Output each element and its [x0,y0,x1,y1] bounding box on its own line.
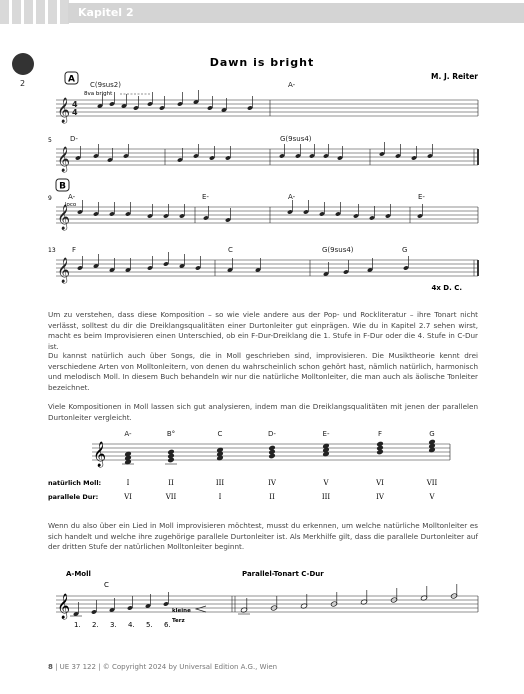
measure-number: 5 [48,137,52,144]
triad-chord-labels [124,430,434,438]
svg-text:4: 4 [72,100,78,109]
chord-symbol: A- [68,193,76,201]
page-number: 8 [48,663,53,671]
paragraph: Du kannst natürlich auch über Songs, die in Moll geschrieben sind, improvisieren. Die Musiktheorie kennt drei verschiedene Arten von Molltonleitern, von denen du wahrscheinlich schon gehört hast, nämlich natürlich, harmonisch und melodisch Moll. In diesem Buch behandeln wir nur die natürliche Molltonleiter, die man auch als äolische Tonleiter bezeichnet. [48,351,478,392]
roman-numeral: VII [426,479,438,487]
chord-note [167,449,175,455]
triad-chord-label: C [217,430,223,438]
chord-symbol: G [402,246,408,254]
chord-symbol: A- [288,193,296,201]
interval-label: kleine [172,608,191,614]
chord-note [376,441,384,447]
chord-symbol: E- [418,193,425,201]
roman-numeral: III [321,493,331,501]
triad-chord-label: E- [322,430,330,438]
scale-degree: 2. [92,621,99,629]
scale-degree: 6. [164,621,171,629]
melody-notes [75,90,433,277]
chord-symbol: C(9sus2) [90,81,121,89]
roman-numeral: VI [124,493,132,501]
loco-marking: loco [65,202,77,208]
scale-degree: 3. [110,621,117,629]
chord-note [268,445,276,451]
triad-chord-label: F [377,430,383,438]
staff-4 [56,260,478,276]
section-a-label: A [68,74,75,85]
roman-numerals [123,479,437,501]
roman-numeral: II [269,493,275,501]
chord-symbol: C [228,246,233,254]
paragraph: Viele Kompositionen in Moll lassen sich gut analysieren, indem man die Dreiklangsqualitäten mit jenen der parallelen Durtonleiter vergleicht. [48,402,478,422]
scale-staff [56,596,478,612]
triad-chord-label: D- [268,430,276,438]
roman-numeral: I [126,479,130,487]
staff-1 [56,100,478,116]
svg-text:4: 4 [72,108,78,117]
chapter-number: 2 [125,6,134,19]
section-b-label: B [59,181,66,192]
triad-chord-label: A- [124,430,132,438]
roman-numeral: V [429,493,435,501]
scale-right-label: Parallel-Tonart C-Dur [242,570,324,578]
treble-clef-icon: 𝄞 [57,258,71,283]
roman-numeral: III [215,479,225,487]
roman-numeral: IV [376,493,384,501]
measure-number: 9 [48,195,52,202]
chord-symbol: D- [70,135,78,143]
treble-clef-icon: 𝄞 [93,442,107,467]
scale-degrees [74,621,171,629]
treble-clef-icon: 𝄞 [57,594,71,619]
natural-minor-label: natürlich Moll: [48,479,102,487]
page-footer [48,663,277,671]
chord-symbol: F [72,246,77,254]
chord-symbol: G(9sus4) [322,246,354,254]
staff-3 [56,207,478,223]
roman-numeral: V [323,479,329,487]
chord-symbol: C [104,581,109,589]
roman-numeral: I [218,493,222,501]
roman-numeral: VI [376,479,384,487]
treble-clef-icon: 𝄞 [57,147,71,172]
paragraph: Um zu verstehen, dass diese Komposition – so wie viele andere aus der Pop- und Rockliteratur – ihre Tonart nicht verlässt, solltest du dir die Dreiklangsqualitäten einer Durtonleiter gut einprägen. Wie du in Kapitel 2.7 sehen wirst, macht es beim Improvisieren einen Unterschied, ob ein F-Dur-Dreiklang die 1. Stufe in F-Dur oder die 4. Stufe in C-Dur ist. [48,310,478,351]
footer-text: | UE 37 122 | © Copyright 2024 by Universal Edition A.G., Wien [52,663,278,671]
roman-numeral: IV [268,479,276,487]
parallel-major-label: parallele Dur: [48,493,99,501]
roman-numeral: VII [165,493,177,501]
scale-degree: 5. [146,621,153,629]
time-signature [72,100,78,117]
paragraph: Wenn du also über ein Lied in Moll improvisieren möchtest, musst du erkennen, um welche natürliche Molltonleiter es sich handelt und welche ihre zugehörige parallele Durtonleiter ist. Als Merkhilfe gilt, dass die parallele Durtonleiter auf der dritten Stufe der natürlichen Molltonleiter beginnt. [48,521,478,551]
composer: M. J. Reiter [431,72,478,81]
treble-clef-icon: 𝄞 [57,98,71,123]
track-number: 2 [20,79,26,88]
scale-degree: 4. [128,621,135,629]
interval-label: Terz [172,618,185,624]
triad-chord-label: B° [166,430,176,438]
triad-chord-label: G [429,430,435,438]
chapter-label: Kapitel [78,6,123,19]
interval-bracket [196,606,206,612]
song-title: Dawn is bright [209,56,315,69]
roman-numeral: II [168,479,174,487]
ottava-marking: 8va bright [84,91,113,97]
chord-symbol: E- [202,193,209,201]
treble-clef-icon: 𝄞 [57,205,71,230]
chord-symbol: G(9sus4) [280,135,312,143]
ending-marking: 4x D. C. [431,284,462,292]
scale-left-label: A-Moll [66,570,91,578]
chord-symbol: A- [288,81,296,89]
measure-number: 13 [48,247,56,254]
scale-degree: 1. [74,621,81,629]
